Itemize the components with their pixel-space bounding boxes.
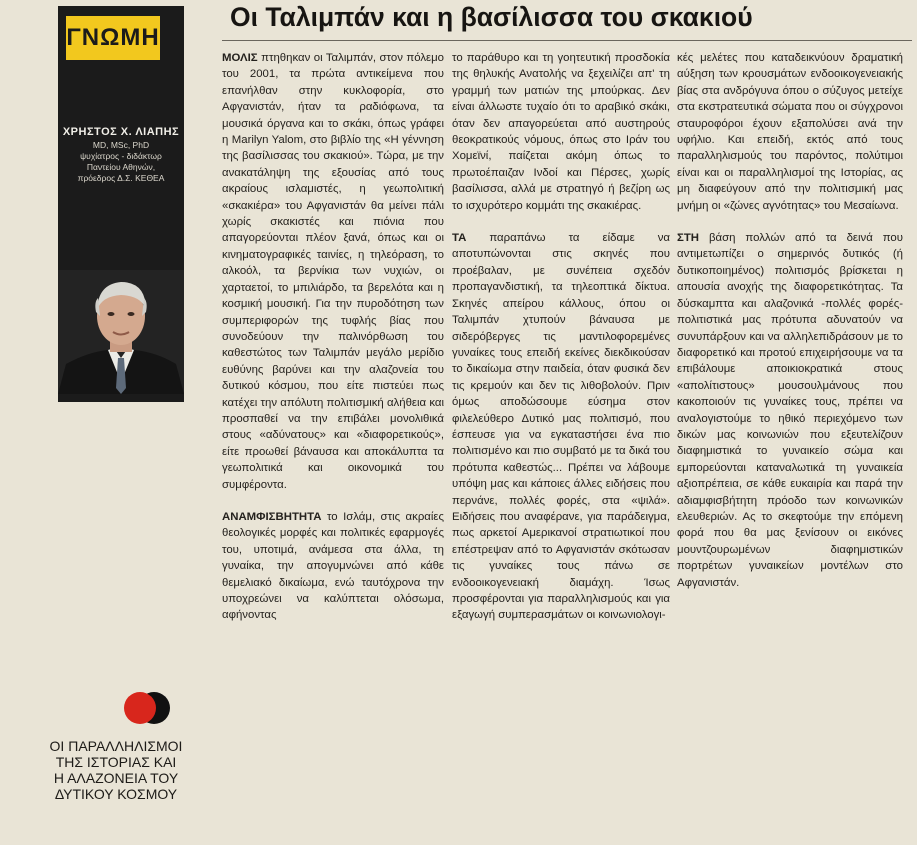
author-portrait	[58, 270, 184, 394]
paragraph-text: το παράθυρο και τη γοητευτική προσδοκία της θηλυκής Ανατολής να ξεχειλίζει απ' τη γραμμή των ματιών της μπούρκας. Δεν είναι άλλωστε τυχαίο ότι το αραβικό σκάκι, όταν δεν απαγορεύεται από αυστηρούς θεοκρατικούς νόμους, όπως στο Ιράν του Χομεϊνί, παίζεται ακόμη όπως το πρωτοέπαιζαν Ινδοί και Πέρσες, χωρίς βασίλισσα, αλλά με στρατηγό ή βεζίρη ως το ισχυρότερο κομμάτι της σκακιέρας.	[452, 52, 670, 212]
author-credential-line: MD, MSc, PhD	[92, 140, 150, 150]
paragraph-lead-word: ΜΟΛΙΣ	[222, 52, 258, 64]
article-paragraph	[677, 50, 903, 214]
section-tag: ΓΝΩΜΗ	[66, 16, 160, 60]
headline-divider	[222, 40, 912, 41]
article-headline: Οι Ταλιμπάν και η βασίλισσα του σκακιού	[230, 2, 753, 32]
paragraph-text: κές μελέτες που καταδεικνύουν δραματική αύξηση των κρουσμάτων ενδοοικογενειακής βίας στα ανδρόγυνα όπου ο σύζυγος μετείχε στα εκστρατευτικά σώματα που οι σύγχρονοι σταυροφόροι έχουν εξαπολύσει ανά την υφήλιο. Και επειδή, εκτός από τους παραλληλισμούς του παρόντος, πολύτιμοι είναι και οι παραλληλισμοί της Ιστορίας, ας μη διαφεύγουν από την πολιτισμική μας μνήμη οι «ζώνες αγνότητας» του Μεσαίωνα.	[677, 52, 903, 212]
article-column-2	[452, 50, 670, 842]
article-paragraph	[452, 50, 670, 214]
article-paragraph	[222, 509, 444, 624]
pull-quote-line: ΔΥΤΙΚΟΥ ΚΟΣΜΟΥ	[54, 786, 178, 802]
paragraph-text: το Ισλάμ, στις ακραίες θεολογικές μορφές και πολιτικές εφαρμογές του, υποτιμά, ανάμεσα στα άλλα, τη γυναίκα, την απογυμνώνει από κάθε θεμελιακό δικαίωμα, ενώ ταυτόχρονα την υποχρεώνει να καλύπτεται ολόσωμα, αφήνοντας	[222, 510, 444, 622]
article-paragraph	[222, 50, 444, 493]
author-name: ΧΡΗΣΤΟΣ Χ. ΛΙΑΠΗΣ	[62, 126, 180, 138]
paragraph-lead-word: ΑΝΑΜΦΙΣΒΗΤΗΤΑ	[222, 510, 322, 523]
paragraph-text: παραπάνω τα είδαμε να αποτυπώνονται στις σκηνές που προέβαλαν, με συνέπεια σχεδόν προπαγανδιστική, τα τηλεοπτικά δίκτυα. Σκηνές απείρου κάλλους, όπου οι Ταλιμπάν χτυπούν βάναυσα με σιδερόβεργες τις μαντιλοφορεμένες γυναίκες τους επειδή εκείνες διεκδικούσαν το δικαίωμα στην παιδεία, όταν φυσικά δεν τις κρεμούν και δεν τις λιθοβολούν. Πριν όμως αποδώσουμε εύσημα στον φιλελεύθερο Δυτικό μας πολιτισμό, που έσπευσε για να εγκαταστήσει ένα πιο πολιτισμένο και πιο συμβατό με τα δικά του πρότυπα καθεστώς... Πρέπει να λάβουμε υπόψη μας και κάποιες άλλες ειδήσεις που περνάνε, πολλές φορές, στα «ψιλά». Ειδήσεις που αναφέρανε, για παράδειγμα, πως αρκετοί Αμερικανοί στρατιωτικοί που επέστρεψαν από το Αφγανιστάν σκότωσαν τις γυναίκες τους πάνω σε ενδοοικογενειακή διαμάχη. Ίσως προσφέρονται για παραλληλισμούς και για εξαγωγή συμπερασμάτων οι κοινωνιολογι-	[452, 232, 670, 622]
author-credential-line: πρόεδρος Δ.Σ. ΚΕΘΕΑ	[77, 173, 165, 183]
article-paragraph	[677, 230, 903, 591]
article-column-1	[222, 50, 444, 842]
pull-quote-line: ΟΙ ΠΑΡΑΛΛΗΛΙΣΜΟΙ	[49, 738, 183, 754]
author-credentials	[58, 140, 184, 184]
pull-quote-dots-icon	[118, 690, 178, 726]
author-block	[58, 126, 184, 184]
paragraph-text: βάση πολλών από τα δεινά που αντιμετωπίζει ο σημερινός δυτικός (ή δυτικοποιημένος) πολιτισμός βρίσκεται η απουσία ανοχής της διαφορετικότητας. Τα δύσκαμπτα και αλαζονικά -πολλές φορές- πολιτιστικά μας πρότυπα αδυνατούν να συνυπάρξουν και να αλληλεπιδράσουν με το διαφορετικό και προτού επιχειρήσουμε να τα επιβάλουμε αποικιοκρατικά στους «απολίτιστους» μουσουλμάνους που κακοποιούν τις γυναίκες τους, πρέπει να αναλογιστούμε το ηθικό περιεχόμενο των δικών μας κοινωνιών που εξευτελίζουν διαφημιστικά το γυναικείο σώμα και εμπορεύονται καταναλωτικά τη γυναικεία αξιοπρέπεια, σε κάθε ευκαιρία και παρά την αδιαμφισβήτητη πρόοδο των κοινωνικών ελευθεριών. Ας το σκεφτούμε την επόμενη φορά που θα μας ξενίσουν οι εικόνες μουντζουρωμένων διαφημιστικών πορτρέτων γυναικείων μοντέλων στο Αφγανιστάν.	[677, 232, 903, 589]
pull-quote-line: Η ΑΛΑΖΟΝΕΙΑ ΤΟΥ	[53, 770, 179, 786]
pull-quote-line: ΤΗΣ ΙΣΤΟΡΙΑΣ ΚΑΙ	[55, 754, 177, 770]
paragraph-lead-word: ΤΑ	[452, 232, 467, 245]
author-sidebar	[58, 6, 184, 402]
author-credential-line: ψυχίατρος - διδάκτωρ	[80, 151, 162, 161]
paragraph-lead-word: ΣΤΗ	[677, 232, 700, 245]
author-credential-line: Παντείου Αθηνών,	[86, 162, 156, 172]
portrait-illustration	[58, 270, 184, 394]
article-paragraph	[452, 230, 670, 624]
pull-quote	[46, 738, 186, 802]
paragraph-text: πτηθηκαν οι Ταλιμπάν, στον πόλεμο του 2001, τα πρώτα αντικείμενα που επανήλθαν στην κυκλοφορία, στο Αφγανιστάν, ήταν τα ραδιόφωνα, τα μουσικά όργανα και το σκάκι, όπως γράφει η Marilyn Yalom, στο βιβλίο της «Η γέννηση της βασίλισσας του σκακιού». Τώρα, με την ανακατάληψη της εξουσίας από τους ακραίους ισλαμιστές, η γεωπολιτική «σκακιέρα» του Αφγανιστάν θα μείνει πάλι χωρίς σκακιστές και πιόνια που απαγορεύονται πλέον ξανά, όπως και οι κινηματογραφικές ταινίες, η τηλεόραση, το αλκοόλ, τα βερνίκια των νυχιών, οι χαρταετοί, το μπιλιάρδο, τα βερελότα και η κοσμική μουσική. Για την πυροδότηση των συμπεριφορών της τυφλής βίας που συνοδεύουν την παλινόρθωση του καθεστώτος των Ταλιμπάν μεγάλο μερίδιο ευθύνης βαρύνει και την αλαζονεία του δυτικού κόσμου, που είτε πιστεύει πως κατέχει την απόλυτη πολιτισμική αλήθεια και προσπαθεί να την επιβάλει μονολιθικά στους «αδύνατους» και «διαφορετικούς», είτε προωθεί βάναυσα και αποκάλυπτα τα γεωπολιτικά και οικονομικά του συμφέροντα.	[222, 52, 444, 491]
article-column-3	[677, 50, 903, 842]
